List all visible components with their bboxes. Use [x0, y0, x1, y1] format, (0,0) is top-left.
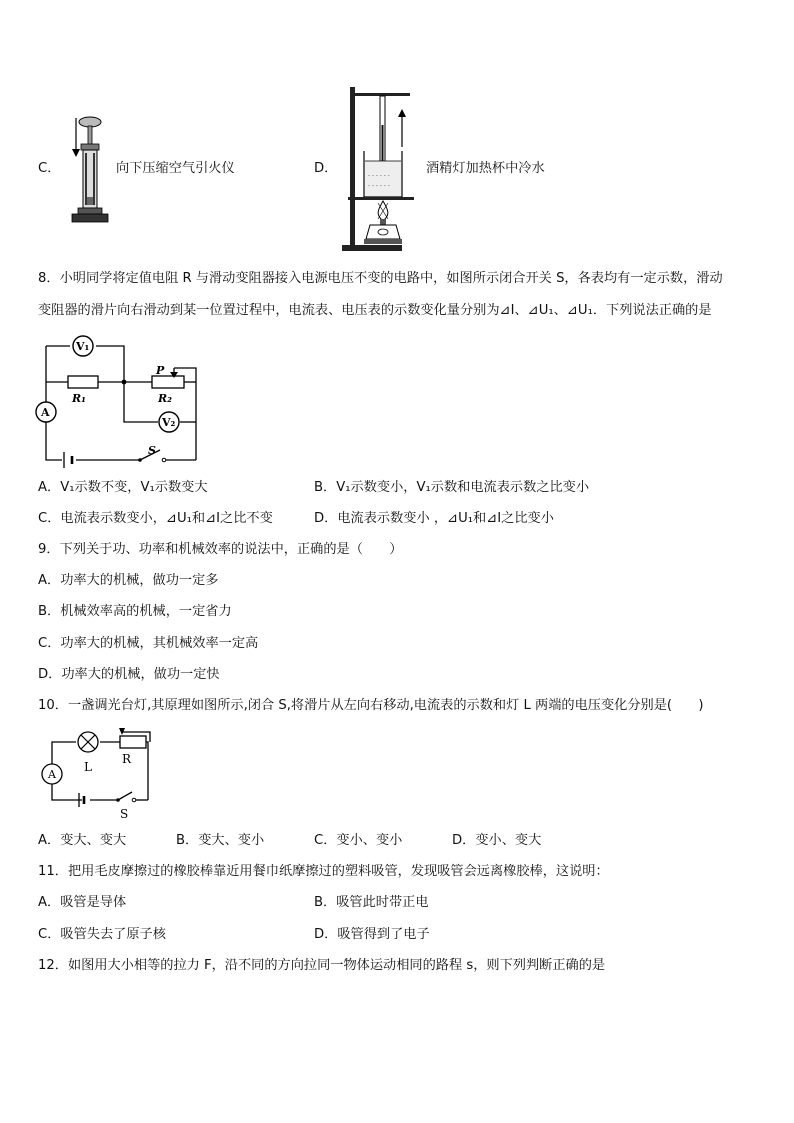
q10-lamp-label: L	[84, 760, 92, 774]
q10-option-b: B．变大、变小	[176, 833, 265, 848]
fire-syringe-illustration	[64, 113, 114, 228]
q10-ammeter-label: A	[48, 768, 56, 781]
q9-option-a: A．功率大的机械，做功一定多	[38, 573, 219, 588]
q8-v2-label: V₂	[162, 416, 176, 429]
q9-option-b: B．机械效率高的机械，一定省力	[38, 604, 232, 619]
q10-option-c: C．变小、变小	[314, 833, 403, 848]
q7-option-d-label: D．	[314, 161, 338, 176]
q8-stem-line2: 变阻器的滑片向右滑动到某一位置过程中，电流表、电压表的示数变化量分别为⊿I、⊿U₁、⊿U₁．下列说法正确的是	[38, 303, 712, 318]
q9-option-d: D．功率大的机械，做功一定快	[38, 667, 220, 682]
q8-p-label: P	[156, 364, 165, 377]
q7-option-c-text: 向下压缩空气引火仪	[116, 161, 235, 176]
q11-option-d: D．吸管得到了电子	[314, 927, 430, 942]
q10-rheostat-label: R	[122, 752, 132, 766]
q12-stem: 12．如图用大小相等的拉力 F，沿不同的方向拉同一物体运动相同的路程 s，则下列判断正确的是	[38, 958, 606, 973]
q8-option-d: D．电流表示数变小 ，⊿U₁和⊿I之比变小	[314, 511, 554, 526]
alcohol-lamp-beaker-illustration	[340, 85, 420, 255]
q8-stem-line1: 8．小明同学将定值电阻 R 与滑动变阻器接入电源电压不变的电路中，如图所示闭合开关 S，各表均有一定示数，滑动	[38, 271, 723, 286]
q10-option-d: D．变小、变大	[452, 833, 542, 848]
q9-stem: 9．下列关于功、功率和机械效率的说法中，正确的是（ ）	[38, 542, 403, 557]
q7-option-d-text: 酒精灯加热杯中冷水	[426, 161, 545, 176]
q11-option-b: B．吸管此时带正电	[314, 895, 429, 910]
q10-switch-label: S	[120, 807, 129, 821]
q10-stem: 10．一盏调光台灯,其原理如图所示,闭合 S,将滑片从左向右移动,电流表的示数和灯 L 两端的电压变化分别是( )	[38, 698, 704, 713]
q10-option-a: A．变大、变大	[38, 833, 127, 848]
q11-option-c: C．吸管失去了原子核	[38, 927, 166, 942]
q8-s-label: S	[148, 444, 156, 457]
q7-option-c-label: C．	[38, 161, 61, 176]
q8-ammeter-label: A	[41, 406, 50, 419]
q8-r1-label: R₁	[72, 392, 86, 405]
q8-option-c: C．电流表示数变小，⊿U₁和⊿I之比不变	[38, 511, 273, 526]
q8-r2-label: R₂	[158, 392, 172, 405]
q8-v1-label: V₁	[76, 340, 90, 353]
q8-option-a: A．V₁示数不变，V₁示数变大	[38, 480, 208, 495]
q11-stem: 11．把用毛皮摩擦过的橡胶棒靠近用餐巾纸摩擦过的塑料吸管，发现吸管会远离橡胶棒，这说明：	[38, 864, 609, 879]
q8-option-b: B．V₁示数变小，V₁示数和电流表示数之比变小	[314, 480, 590, 495]
svg-text:- - - - - -: - - - - - -	[368, 172, 390, 179]
q8-circuit-diagram	[34, 330, 214, 470]
q11-option-a: A．吸管是导体	[38, 895, 127, 910]
svg-text:- - - - - -: - - - - - -	[368, 182, 390, 189]
q9-option-c: C．功率大的机械，其机械效率一定高	[38, 636, 259, 651]
q10-circuit-diagram	[36, 728, 166, 823]
